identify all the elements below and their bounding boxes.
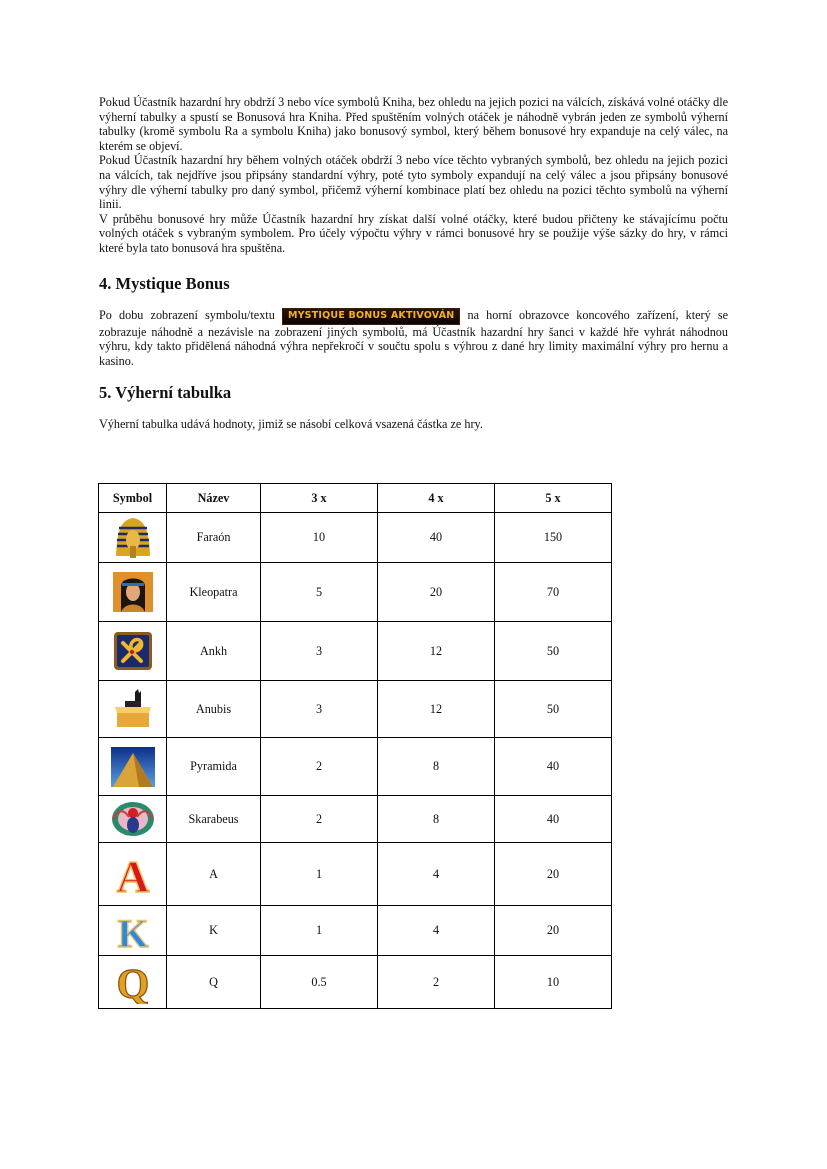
paragraph-kniha-bonus: Pokud Účastník hazardní hry obdrží 3 nebo více symbolů Kniha, bez ohledu na jejich pozici na válcích, získává volné otáčky dle výherní tabulky a spustí se Bonusová hra Kniha. Před spuštěním volných otáček je náhodně vybrán jeden ze symbolů výherní tabulky (kromě symbolu Ra a symbolu Kniha) jako bonusový symbol, který během bonusové hry expanduje na celý válec, na kterém se objeví.: [99, 95, 728, 153]
row-4x: 12: [378, 622, 495, 681]
table-row: [99, 563, 612, 622]
row-name: Kleopatra: [167, 563, 261, 622]
row-3x: 10: [261, 513, 378, 563]
header-name: Název: [167, 484, 261, 513]
paytable-intro: Výherní tabulka udává hodnoty, jimiž se násobí celková vsazená částka ze hry.: [99, 417, 483, 432]
row-3x: 5: [261, 563, 378, 622]
row-name: A: [167, 843, 261, 906]
row-5x: 10: [495, 956, 612, 1009]
table-row: [99, 843, 612, 906]
mystique-text-after: na horní obrazovce koncového zařízení, který se zobrazuje náhodně a nezávisle na zobrazení jiných symbolů, má Účastník hazardní hry šanci v každé hře vyhrát náhodnou výhru, kdy takto přidělená náhodná výhra nepřekročí v součtu spolu s výhrou z dané hry limity maximální výhry pro hernu a kasino.: [99, 307, 728, 368]
section-heading-mystique-bonus: 4. Mystique Bonus: [99, 273, 230, 293]
pharaoh-icon: [111, 516, 155, 560]
row-4x: 40: [378, 513, 495, 563]
header-3x: 3 x: [261, 484, 378, 513]
row-name: K: [167, 906, 261, 956]
scarab-icon: [111, 797, 155, 841]
row-name: Ankh: [167, 622, 261, 681]
row-4x: 8: [378, 796, 495, 843]
ankh-icon: [111, 629, 155, 673]
row-3x: 3: [261, 622, 378, 681]
header-5x: 5 x: [495, 484, 612, 513]
paragraph-additional-spins: V průběhu bonusové hry může Účastník hazardní hry získat další volné otáčky, které budou přičteny ke stávajícímu počtu volných otáček s vybraným symbolem. Pro účely výpočtu výhry v rámci bonusové hry se použije výše sázky do hry, v rámci které byla tato bonusová hra spuštěna.: [99, 211, 728, 255]
pyramid-icon: [111, 745, 155, 789]
row-5x: 40: [495, 796, 612, 843]
row-5x: 50: [495, 681, 612, 738]
row-name: Q: [167, 956, 261, 1009]
svg-text:A: A: [115, 852, 150, 896]
document-page: [99, 95, 728, 432]
row-5x: 70: [495, 563, 612, 622]
paytable: [98, 483, 612, 1009]
svg-text:K: K: [116, 910, 149, 953]
svg-text:Q: Q: [116, 962, 149, 1004]
table-row: [99, 956, 612, 1009]
paragraph-expanding-symbols: Pokud Účastník hazardní hry během volných otáček obdrží 3 nebo více těchto vybraných symbolů, bez ohledu na jejich pozici na válcích, tak nejdříve jsou připsány standardní výhry, poté tyto symboly expandují na celý válec a jsou připsány bonusové výhry dle výherní tabulky pro daný symbol, přičemž výherní kombinace platí bez ohledu na pozici těchto symbolů na výherní linii.: [99, 153, 728, 212]
row-4x: 20: [378, 563, 495, 622]
header-4x: 4 x: [378, 484, 495, 513]
section-heading-paytable: 5. Výherní tabulka: [99, 383, 232, 403]
mystique-bonus-badge: MYSTIQUE BONUS AKTIVOVÁN: [282, 308, 460, 325]
letter-k-icon: [111, 909, 155, 953]
letter-a-icon: [111, 852, 155, 896]
table-row: [99, 513, 612, 563]
row-3x: 1: [261, 843, 378, 906]
paragraph-mystique-bonus: [99, 308, 728, 369]
row-5x: 50: [495, 622, 612, 681]
anubis-icon: [111, 687, 155, 731]
table-row: [99, 622, 612, 681]
row-3x: 2: [261, 796, 378, 843]
letter-q-icon: [111, 960, 155, 1004]
row-name: Pyramida: [167, 738, 261, 796]
row-5x: 20: [495, 843, 612, 906]
table-row: [99, 681, 612, 738]
row-name: Anubis: [167, 681, 261, 738]
row-name: Faraón: [167, 513, 261, 563]
row-4x: 4: [378, 906, 495, 956]
row-5x: 20: [495, 906, 612, 956]
row-3x: 0.5: [261, 956, 378, 1009]
cleopatra-icon: [111, 570, 155, 614]
header-symbol: Symbol: [99, 484, 167, 513]
paytable-header-row: [99, 484, 612, 513]
table-row: [99, 906, 612, 956]
row-4x: 4: [378, 843, 495, 906]
row-name: Skarabeus: [167, 796, 261, 843]
row-5x: 40: [495, 738, 612, 796]
mystique-text-before: Po dobu zobrazení symbolu/textu: [99, 307, 282, 322]
row-3x: 3: [261, 681, 378, 738]
row-3x: 2: [261, 738, 378, 796]
table-row: [99, 796, 612, 843]
row-4x: 12: [378, 681, 495, 738]
row-4x: 8: [378, 738, 495, 796]
row-5x: 150: [495, 513, 612, 563]
row-4x: 2: [378, 956, 495, 1009]
table-row: [99, 738, 612, 796]
row-3x: 1: [261, 906, 378, 956]
